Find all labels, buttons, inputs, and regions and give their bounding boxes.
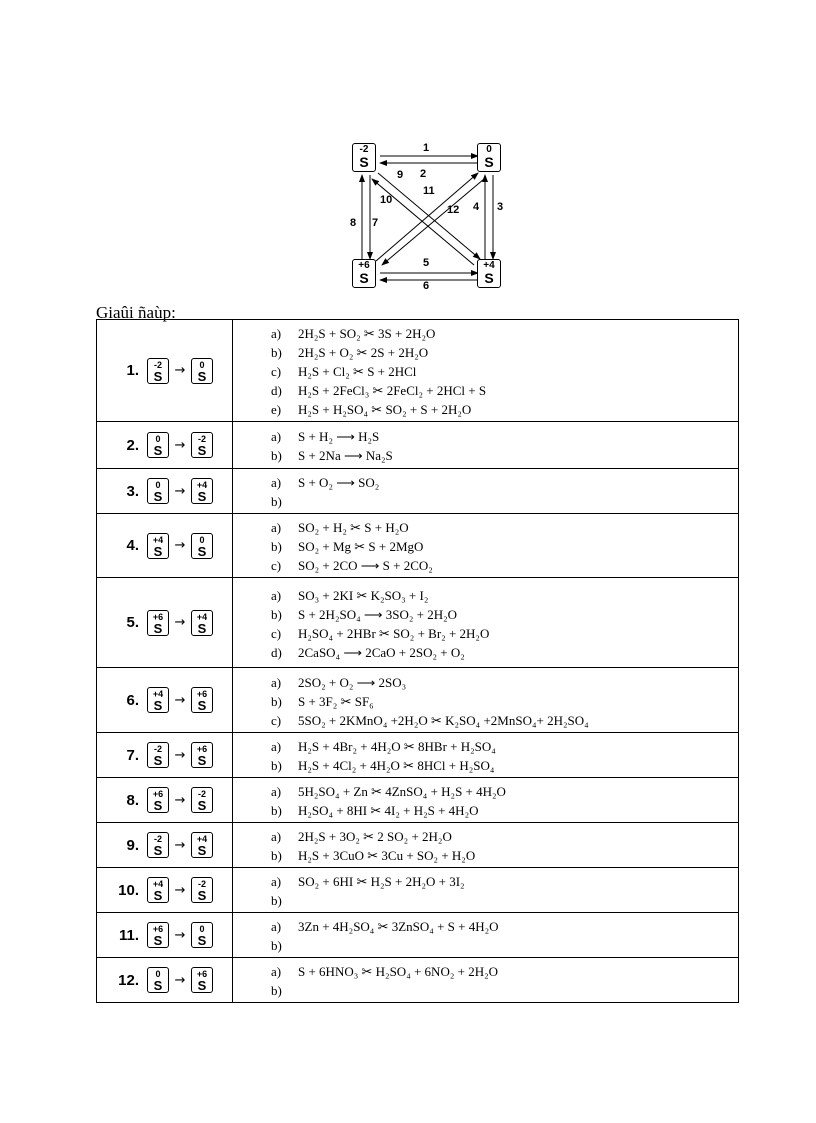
element-symbol: S <box>153 698 163 713</box>
to-oxidation-state: +6 <box>196 744 208 754</box>
box-s-plus6 <box>352 259 376 288</box>
reaction-equation: SO₃ + 2KI ✂ K₂SO₃ + I₂ <box>298 587 429 603</box>
from-oxidation-state: 0 <box>155 434 161 444</box>
to-sulfur-box <box>191 832 213 858</box>
reaction <box>271 362 738 381</box>
element-symbol: S <box>153 368 163 384</box>
from-sulfur-box <box>147 742 169 768</box>
row-number: 4. <box>126 537 139 554</box>
conversion <box>97 832 232 858</box>
arrow-icon: → <box>174 615 186 630</box>
reaction-letter: a) <box>271 919 282 934</box>
reaction-equation: S + O₂ ⟶ SO₂ <box>298 475 380 490</box>
to-sulfur-box <box>191 610 213 636</box>
reaction-equation: H₂S + H₂SO₄ ✂ SO₂ + S + 2H₂O <box>298 402 472 417</box>
reaction-letter: b) <box>271 758 282 773</box>
reaction-equation: 3Zn + 4H₂SO₄ ✂ 3ZnSO₄ + S + 4H₂O <box>298 919 499 934</box>
reactions-cell <box>233 733 739 778</box>
reaction-equation: 2H₂S + 3O₂ ✂ 2 SO₂ + 2H₂O <box>298 829 452 844</box>
to-sulfur-box <box>191 358 213 384</box>
arrow-label-12: 12 <box>447 204 460 216</box>
table-row <box>97 913 739 958</box>
answer-heading: Giaûi ñaùp: <box>96 303 176 322</box>
reaction-letter: a) <box>271 587 282 603</box>
element-symbol: S <box>153 489 163 504</box>
reaction-equation: H₂S + 4Cl₂ + 4H₂O ✂ 8HCl + H₂SO₄ <box>298 758 495 773</box>
arrow-icon: → <box>174 837 186 853</box>
element-symbol: S <box>197 543 207 559</box>
reaction-equation: 2CaSO₄ ⟶ 2CaO + 2SO₂ + O₂ <box>298 644 465 660</box>
reaction-list <box>233 514 738 577</box>
from-sulfur-box <box>147 922 169 948</box>
reaction <box>271 872 738 891</box>
to-oxidation-state: +4 <box>196 480 208 490</box>
reaction <box>271 537 738 556</box>
reaction-equation: S + 6HNO₃ ✂ H₂SO₄ + 6NO₂ + 2H₂O <box>298 964 499 979</box>
reaction-letter: c) <box>271 558 282 573</box>
reactions-cell <box>233 668 739 733</box>
element-symbol: S <box>153 843 163 858</box>
reaction-letter: a) <box>271 475 282 490</box>
reaction-letter: b) <box>271 938 282 953</box>
element-symbol: S <box>197 933 207 948</box>
element-symbol: S <box>153 978 163 993</box>
row-number: 11. <box>118 926 139 944</box>
reaction <box>271 400 738 419</box>
conversion-cell <box>97 514 233 578</box>
reaction-equation: SO₂ + H₂ ✂ S + H₂O <box>298 520 409 535</box>
element-symbol: S <box>197 798 207 813</box>
reaction-letter: d) <box>271 644 282 660</box>
from-oxidation-state: +6 <box>152 611 164 622</box>
reaction-list <box>233 778 738 822</box>
reaction-letter: a) <box>271 784 282 799</box>
reaction-letter: a) <box>271 326 282 341</box>
from-sulfur-box <box>147 967 169 993</box>
from-oxidation-state: -2 <box>153 359 162 370</box>
element-symbol: S <box>153 443 163 458</box>
reaction-letter: c) <box>271 364 282 379</box>
reaction <box>271 605 738 624</box>
reactions-cell <box>233 469 739 514</box>
element-symbol: S <box>153 888 163 903</box>
reaction <box>271 624 738 643</box>
reaction-list <box>233 733 738 777</box>
oxidation-state: 0 <box>486 144 492 155</box>
element-symbol: S <box>484 154 494 170</box>
arrow-icon: → <box>174 538 186 553</box>
element-symbol: S <box>153 798 163 813</box>
from-sulfur-box <box>147 478 169 504</box>
reaction-letter: a) <box>271 829 282 844</box>
conversion <box>97 533 232 559</box>
conversion <box>97 877 232 903</box>
arrow-label-11: 11 <box>423 185 435 197</box>
reaction-letter: d) <box>271 383 282 398</box>
reaction-letter: b) <box>271 803 282 818</box>
from-oxidation-state: +4 <box>152 534 164 545</box>
reactions-cell <box>233 514 739 578</box>
reaction <box>271 827 738 846</box>
reaction <box>271 711 738 730</box>
reaction-list <box>233 582 738 664</box>
element-symbol: S <box>197 888 207 903</box>
element-symbol: S <box>484 270 494 286</box>
to-sulfur-box <box>191 533 213 559</box>
reactions-cell <box>233 823 739 868</box>
to-oxidation-state: 0 <box>199 534 205 545</box>
to-oxidation-state: 0 <box>199 924 205 934</box>
table-row <box>97 823 739 868</box>
reaction-list <box>233 868 738 912</box>
to-sulfur-box <box>191 922 213 948</box>
element-symbol: S <box>153 620 163 636</box>
conversion <box>97 610 232 636</box>
table-row <box>97 668 739 733</box>
sulfur-oxidation-diagram <box>340 135 515 295</box>
conversion-cell <box>97 578 233 668</box>
reaction-equation: 5SO₂ + 2KMnO₄ +2H₂O ✂ K₂SO₄ +2MnSO₄+ 2H₂SO₄ <box>298 712 589 728</box>
reactions-cell <box>233 913 739 958</box>
arrow-label-7: 7 <box>372 217 379 229</box>
reaction <box>271 324 738 343</box>
from-sulfur-box <box>147 877 169 903</box>
from-oxidation-state: +6 <box>152 924 164 934</box>
conversion <box>97 358 232 384</box>
element-symbol: S <box>153 753 163 768</box>
row-number: 3. <box>126 482 139 500</box>
box-s-plus4 <box>477 259 501 288</box>
conversion-cell <box>97 913 233 958</box>
arrow-label-5: 5 <box>423 257 430 269</box>
row-number: 2. <box>126 436 139 454</box>
from-oxidation-state: -2 <box>153 834 162 844</box>
reaction <box>271 643 738 662</box>
conversion-cell <box>97 958 233 1003</box>
reaction <box>271 518 738 537</box>
from-sulfur-box <box>147 358 169 384</box>
reaction-letter: b) <box>271 848 282 863</box>
arrow-label-4: 4 <box>473 201 480 213</box>
from-oxidation-state: 0 <box>155 480 161 490</box>
reaction-letter: a) <box>271 874 282 889</box>
reaction-letter: e) <box>271 402 282 417</box>
conversion <box>97 742 232 768</box>
reaction <box>271 737 738 756</box>
row-number: 9. <box>126 836 139 854</box>
to-sulfur-box <box>191 787 213 813</box>
reaction-letter: b) <box>271 693 282 709</box>
row-number: 8. <box>126 791 139 809</box>
to-oxidation-state: -2 <box>197 879 206 889</box>
reaction <box>271 891 738 910</box>
reaction <box>271 473 738 492</box>
to-oxidation-state: +6 <box>196 689 208 699</box>
reaction-equation: H₂S + Cl₂ ✂ S + 2HCl <box>298 364 417 379</box>
reaction-letter: b) <box>271 893 282 908</box>
conversion <box>97 432 232 458</box>
arrow-icon: → <box>174 747 186 763</box>
table-row <box>97 578 739 668</box>
reactions-cell <box>233 422 739 469</box>
reaction-list <box>233 469 738 513</box>
to-oxidation-state: +4 <box>196 834 208 844</box>
from-oxidation-state: 0 <box>155 969 161 979</box>
reaction-equation: 2H₂S + SO₂ ✂ 3S + 2H₂O <box>298 326 436 341</box>
reaction-list <box>233 320 738 421</box>
reaction-list <box>233 913 738 957</box>
row-number: 10. <box>118 881 139 899</box>
table-row <box>97 868 739 913</box>
conversion <box>97 922 232 948</box>
reaction-equation: SO₂ + Mg ✂ S + 2MgO <box>298 539 424 554</box>
reaction-equation: H₂SO₄ + 2HBr ✂ SO₂ + Br₂ + 2H₂O <box>298 625 490 641</box>
to-oxidation-state: +6 <box>196 969 208 979</box>
to-sulfur-box <box>191 478 213 504</box>
reactions-cell <box>233 320 739 422</box>
reaction-equation: S + 3F₂ ✂ SF₆ <box>298 693 374 709</box>
row-number: 1. <box>126 362 139 379</box>
reaction-equation: H₂SO₄ + 8HI ✂ 4I₂ + H₂S + 4H₂O <box>298 803 479 818</box>
to-sulfur-box <box>191 877 213 903</box>
reaction-equation: H₂S + 2FeCl₃ ✂ 2FeCl₂ + 2HCl + S <box>298 383 487 398</box>
reaction <box>271 427 738 446</box>
to-sulfur-box <box>191 687 213 713</box>
conversion-cell <box>97 320 233 422</box>
reaction-equation: S + 2Na ⟶ Na₂S <box>298 448 393 463</box>
arrow-label-1: 1 <box>423 142 430 154</box>
conversion <box>97 687 232 713</box>
box-s-minus2 <box>352 143 376 172</box>
reaction-equation: S + 2H₂SO₄ ⟶ 3SO₂ + 2H₂O <box>298 606 458 622</box>
reactions-cell <box>233 578 739 668</box>
reaction <box>271 492 738 511</box>
reaction-equation: 2H₂S + O₂ ✂ 2S + 2H₂O <box>298 345 429 360</box>
element-symbol: S <box>197 443 207 458</box>
to-sulfur-box <box>191 742 213 768</box>
reaction <box>271 936 738 955</box>
table-row <box>97 469 739 514</box>
reaction-letter: b) <box>271 983 282 998</box>
from-sulfur-box <box>147 533 169 559</box>
arrow-icon: → <box>174 882 186 898</box>
arrow-icon: → <box>174 363 186 378</box>
reaction <box>271 381 738 400</box>
arrow-label-9: 9 <box>397 169 404 181</box>
row-number: 7. <box>126 746 139 764</box>
reaction <box>271 962 738 981</box>
reaction-list <box>233 669 738 732</box>
from-sulfur-box <box>147 787 169 813</box>
reaction-letter: a) <box>271 429 282 444</box>
table-row <box>97 514 739 578</box>
oxidation-state: +4 <box>483 260 495 271</box>
reaction <box>271 846 738 865</box>
reaction-letter: b) <box>271 345 282 360</box>
oxidation-state: -2 <box>359 144 369 155</box>
reaction-letter: c) <box>271 712 282 728</box>
row-number: 6. <box>126 691 139 709</box>
arrow-label-2: 2 <box>420 168 427 180</box>
reaction <box>271 692 738 711</box>
reaction-equation: 2SO₂ + O₂ ⟶ 2SO₃ <box>298 674 407 690</box>
arrow-icon: → <box>174 792 186 808</box>
table-row <box>97 958 739 1003</box>
table-row <box>97 320 739 422</box>
reaction <box>271 801 738 820</box>
element-symbol: S <box>359 154 369 170</box>
oxidation-state: +6 <box>358 260 370 271</box>
reaction-equation: 5H₂SO₄ + Zn ✂ 4ZnSO₄ + H₂S + 4H₂O <box>298 784 506 799</box>
arrow-icon: → <box>174 483 186 499</box>
element-symbol: S <box>197 978 207 993</box>
reaction-list <box>233 423 738 467</box>
from-oxidation-state: +4 <box>152 689 164 699</box>
conversion-cell <box>97 668 233 733</box>
reaction <box>271 673 738 692</box>
reaction <box>271 556 738 575</box>
reactions-cell <box>233 778 739 823</box>
arrow-icon: → <box>174 972 186 988</box>
reaction-letter: b) <box>271 606 282 622</box>
to-oxidation-state: -2 <box>197 434 206 444</box>
to-sulfur-box <box>191 967 213 993</box>
reaction-equation: H₂S + 4Br₂ + 4H₂O ✂ 8HBr + H₂SO₄ <box>298 739 496 754</box>
from-sulfur-box <box>147 687 169 713</box>
reaction-equation: S + H₂ ⟶ H₂S <box>298 429 380 444</box>
from-oxidation-state: +6 <box>152 789 164 799</box>
arrow-label-10: 10 <box>380 194 393 206</box>
reaction-list <box>233 958 738 1002</box>
reaction-equation: SO₂ + 6HI ✂ H₂S + 2H₂O + 3I₂ <box>298 874 465 889</box>
reaction-letter: a) <box>271 520 282 535</box>
reaction-list <box>233 823 738 867</box>
reactions-cell <box>233 958 739 1003</box>
table-row <box>97 733 739 778</box>
from-oxidation-state: +4 <box>152 879 164 889</box>
to-sulfur-box <box>191 432 213 458</box>
reaction <box>271 981 738 1000</box>
conversion <box>97 787 232 813</box>
arrow-label-6: 6 <box>423 280 430 292</box>
to-oxidation-state: +4 <box>196 611 208 622</box>
element-symbol: S <box>153 543 163 559</box>
from-sulfur-box <box>147 832 169 858</box>
reaction <box>271 756 738 775</box>
reaction-equation: H₂S + 3CuO ✂ 3Cu + SO₂ + H₂O <box>298 848 476 863</box>
reaction-letter: c) <box>271 625 282 641</box>
conversion <box>97 967 232 993</box>
element-symbol: S <box>153 933 163 948</box>
arrow-label-3: 3 <box>497 201 504 213</box>
reaction-letter: b) <box>271 539 282 554</box>
reaction-letter: b) <box>271 448 282 463</box>
reaction-letter: a) <box>271 739 282 754</box>
solution-table <box>96 319 739 1003</box>
reaction <box>271 782 738 801</box>
reaction <box>271 917 738 936</box>
element-symbol: S <box>197 843 207 858</box>
element-symbol: S <box>359 270 369 286</box>
reaction <box>271 343 738 362</box>
reaction-letter: a) <box>271 964 282 979</box>
reaction <box>271 446 738 465</box>
conversion-cell <box>97 778 233 823</box>
conversion-cell <box>97 868 233 913</box>
arrow-label-8: 8 <box>350 217 357 229</box>
reaction-equation: SO₂ + 2CO ⟶ S + 2CO₂ <box>298 558 433 573</box>
table-row <box>97 422 739 469</box>
to-oxidation-state: 0 <box>199 359 205 370</box>
from-sulfur-box <box>147 432 169 458</box>
arrow-icon: → <box>174 437 186 453</box>
box-s-0 <box>477 143 501 172</box>
element-symbol: S <box>197 620 207 636</box>
arrow-icon: → <box>174 692 186 708</box>
conversion-cell <box>97 469 233 514</box>
element-symbol: S <box>197 368 207 384</box>
from-oxidation-state: -2 <box>153 744 162 754</box>
conversion-cell <box>97 733 233 778</box>
to-oxidation-state: -2 <box>197 789 206 799</box>
reaction-letter: b) <box>271 494 282 509</box>
conversion-cell <box>97 823 233 868</box>
element-symbol: S <box>197 489 207 504</box>
reaction <box>271 586 738 605</box>
table-row <box>97 778 739 823</box>
arrow-icon: → <box>174 927 186 943</box>
row-number: 5. <box>126 614 139 631</box>
conversion <box>97 478 232 504</box>
element-symbol: S <box>197 698 207 713</box>
element-symbol: S <box>197 753 207 768</box>
reaction-letter: a) <box>271 674 282 690</box>
row-number: 12. <box>118 971 139 989</box>
reactions-cell <box>233 868 739 913</box>
from-sulfur-box <box>147 610 169 636</box>
conversion-cell <box>97 422 233 469</box>
